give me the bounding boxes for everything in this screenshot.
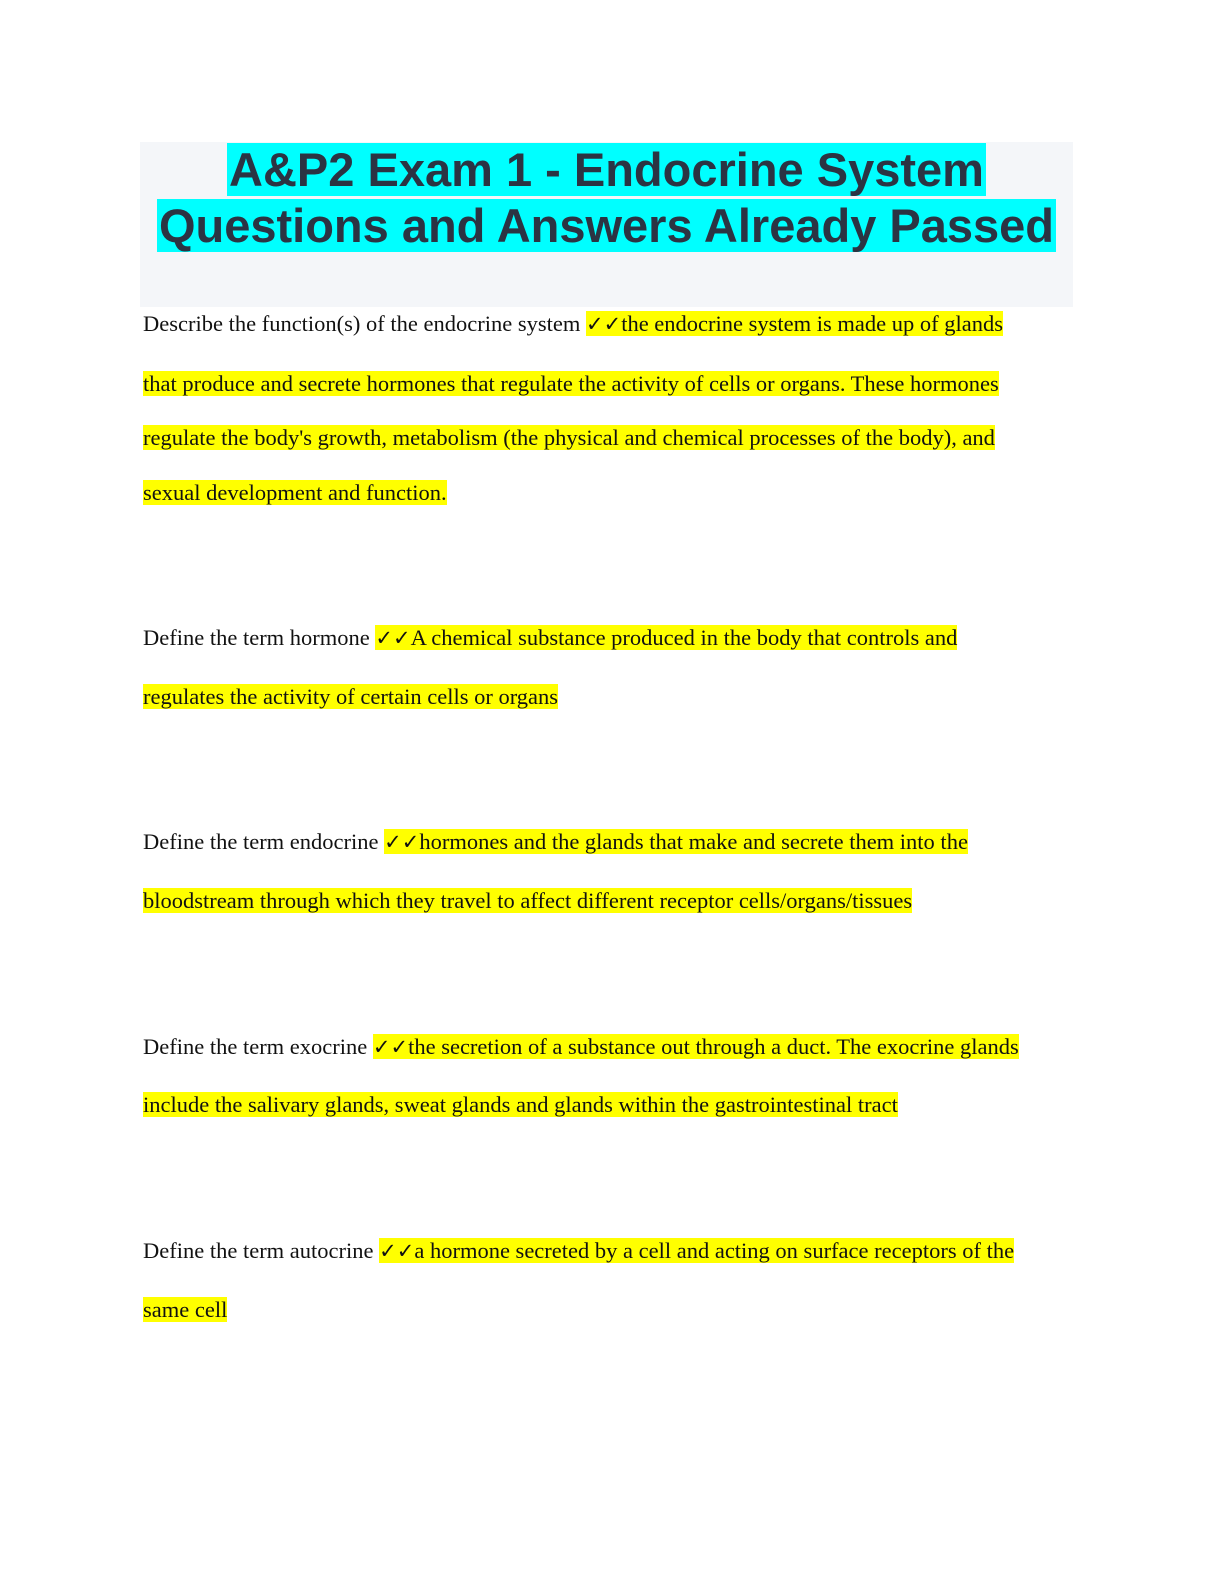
- answer-highlight: [384, 829, 968, 854]
- check-mark-icon: ✓✓: [372, 1035, 409, 1059]
- check-mark-icon: ✓✓: [384, 830, 420, 854]
- question-text: Define the term autocrine: [143, 1238, 380, 1263]
- check-mark-icon: ✓✓: [379, 1239, 415, 1263]
- answer-highlight: [586, 311, 1003, 336]
- title-line-1: [140, 142, 1073, 198]
- question-text: Define the term hormone: [143, 625, 376, 650]
- qa-line: [143, 1294, 227, 1326]
- qa-line: [143, 477, 447, 509]
- qa-line: [143, 368, 999, 400]
- answer-text: include the salivary glands, sweat glands and glands within the gastrointestinal tract: [143, 1092, 898, 1117]
- check-mark-icon: ✓✓: [375, 626, 411, 650]
- qa-line: [143, 622, 957, 654]
- answer-text: bloodstream through which they travel to affect different receptor cells/organs/tissues: [143, 888, 913, 913]
- answer-text: a hormone secreted by a cell and acting on surface receptors of the: [414, 1238, 1015, 1263]
- answer-highlight: [379, 1238, 1014, 1263]
- answer-text: the endocrine system is made up of glands: [621, 311, 1003, 336]
- answer-text: regulates the activity of certain cells or organs: [143, 684, 559, 709]
- answer-text: A chemical substance produced in the body that controls and: [410, 625, 958, 650]
- qa-line: [143, 1031, 1019, 1063]
- qa-line: [143, 885, 912, 917]
- title-block: [140, 142, 1073, 307]
- title-text-2: Questions and Answers Already Passed: [158, 199, 1055, 252]
- answer-text: same cell: [143, 1297, 228, 1322]
- answer-highlight: [375, 625, 957, 650]
- qa-line: [143, 1089, 898, 1121]
- title-line-2: [140, 198, 1073, 254]
- qa-line: [143, 681, 558, 713]
- question-text: Define the term exocrine: [143, 1034, 373, 1059]
- answer-highlight: [373, 1034, 1019, 1059]
- answer-text: sexual development and function.: [143, 480, 447, 505]
- question-text: Describe the function(s) of the endocrine system: [143, 311, 586, 336]
- answer-text: the secretion of a substance out through a duct. The exocrine glands: [408, 1034, 1019, 1059]
- qa-line: [143, 308, 1003, 340]
- question-text: Define the term endocrine: [143, 829, 385, 854]
- answer-text: hormones and the glands that make and secrete them into the: [419, 829, 968, 854]
- check-mark-icon: ✓✓: [585, 312, 622, 336]
- answer-text: that produce and secrete hormones that regulate the activity of cells or organs. These hormones: [143, 371, 999, 396]
- qa-line: [143, 422, 995, 454]
- title-text-1: A&P2 Exam 1 - Endocrine System: [229, 143, 984, 196]
- answer-text: regulate the body's growth, metabolism (the physical and chemical processes of the body), and: [143, 425, 995, 450]
- qa-line: [143, 826, 968, 858]
- qa-line: [143, 1235, 1014, 1267]
